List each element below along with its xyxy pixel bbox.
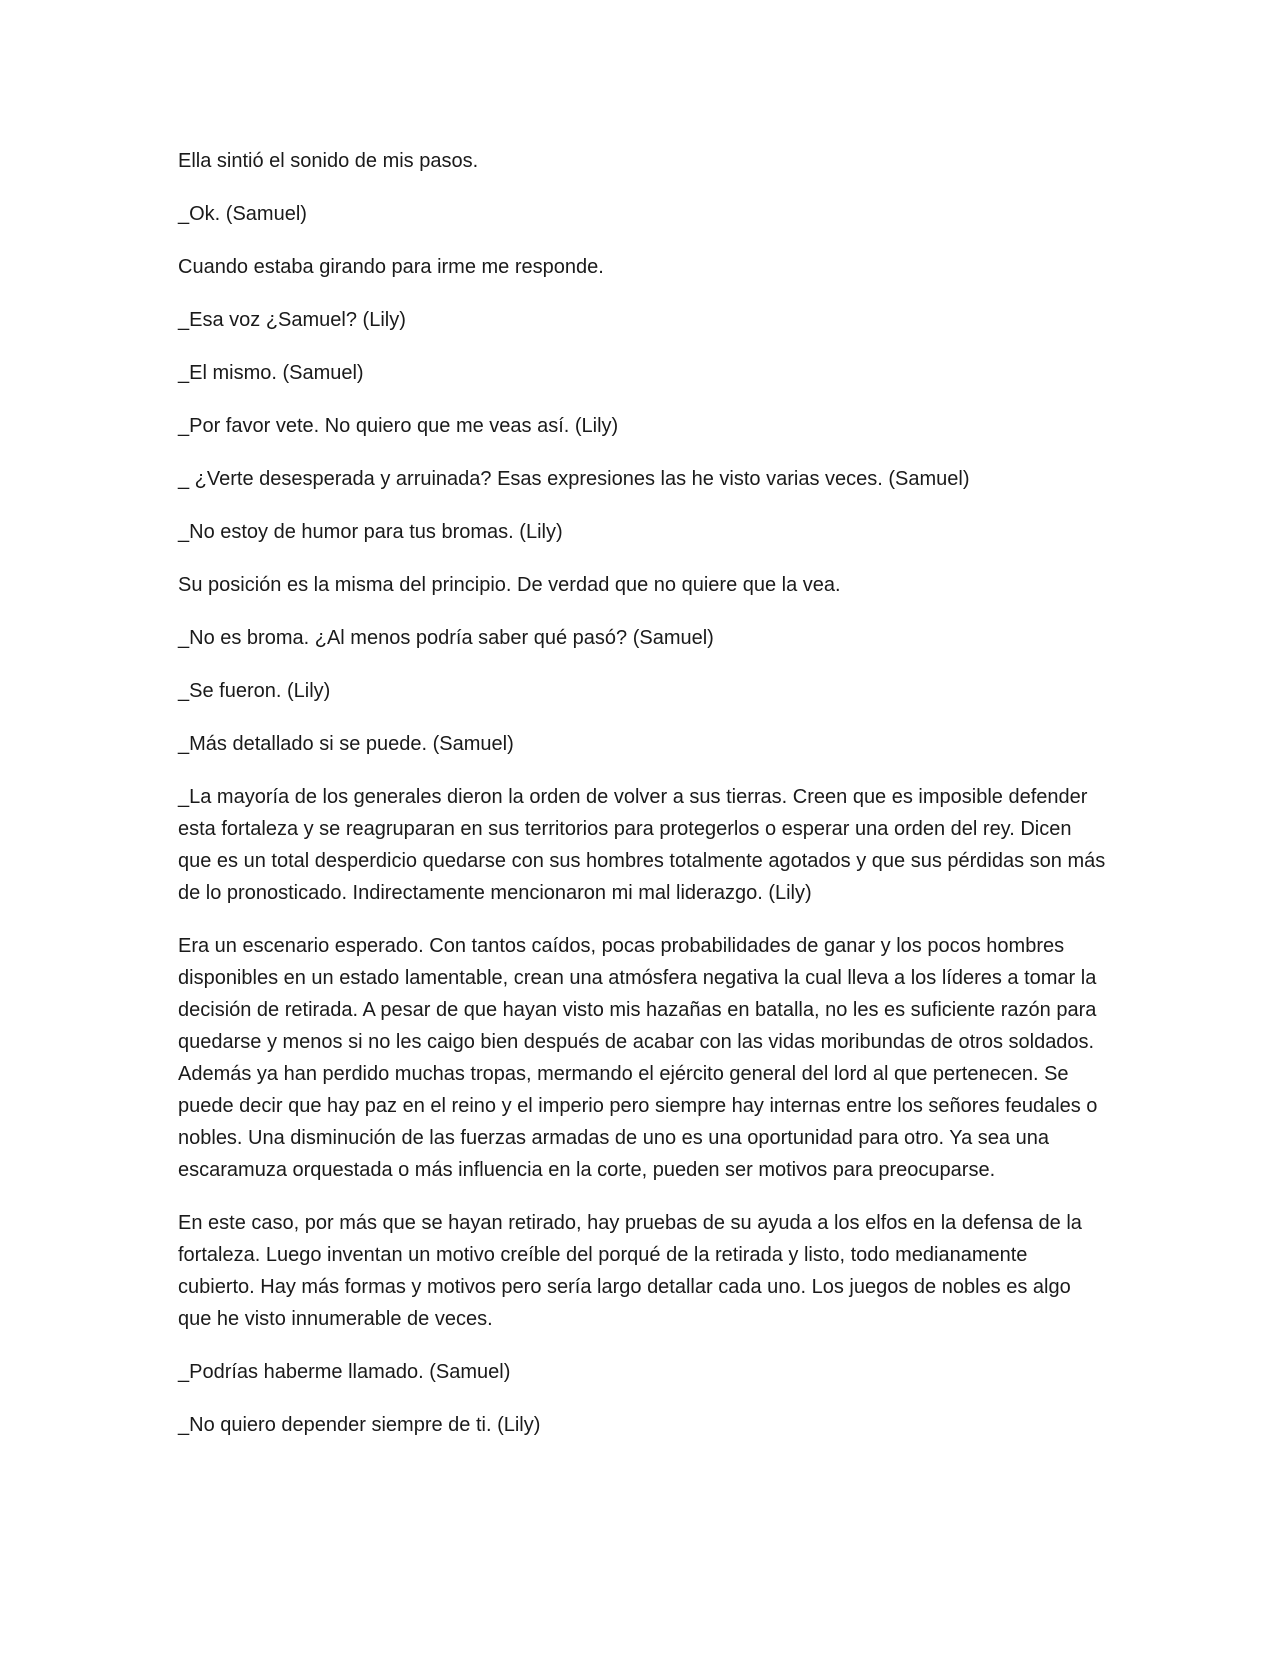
paragraph: Ella sintió el sonido de mis pasos. [178, 150, 479, 172]
paragraph: _Más detallado si se puede. (Samuel) [178, 733, 514, 755]
paragraph: En este caso, por más que se hayan retirado, hay pruebas de su ayuda a los elfos en la defensa de la fortaleza. Luego inventan un motivo creíble del porqué de la retirada y listo, todo medianamente cubierto. Hay más formas y motivos pero sería largo detallar cada uno. Los juegos de nobles es algo que he visto innumerable de veces. [178, 1212, 1082, 1330]
paragraph: _ ¿Verte desesperada y arruinada? Esas expresiones las he visto varias veces. (Samuel) [178, 468, 970, 490]
paragraph: _No estoy de humor para tus bromas. (Lily) [178, 521, 563, 543]
document-body [178, 145, 1108, 1462]
paragraph: Cuando estaba girando para irme me responde. [178, 256, 604, 278]
paragraph: Su posición es la misma del principio. De verdad que no quiere que la vea. [178, 574, 841, 596]
paragraph: _No quiero depender siempre de ti. (Lily) [178, 1414, 541, 1436]
paragraph: _Ok. (Samuel) [178, 203, 307, 225]
paragraph: _El mismo. (Samuel) [178, 362, 364, 384]
paragraph: _No es broma. ¿Al menos podría saber qué pasó? (Samuel) [178, 627, 714, 649]
paragraph: _La mayoría de los generales dieron la orden de volver a sus tierras. Creen que es imposible defender esta fortaleza y se reagruparan en sus territorios para protegerlos o esperar una orden del rey. Dicen que es un total desperdicio quedarse con sus hombres totalmente agotados y que sus pérdidas son más de lo pronosticado. Indirectamente mencionaron mi mal liderazgo. (Lily) [178, 786, 1106, 904]
paragraph: Era un escenario esperado. Con tantos caídos, pocas probabilidades de ganar y los pocos hombres disponibles en un estado lamentable, crean una atmósfera negativa la cual lleva a los líderes a tomar la decisión de retirada. A pesar de que hayan visto mis hazañas en batalla, no les es suficiente razón para quedarse y menos si no les caigo bien después de acabar con las vidas moribundas de otros soldados. Además ya han perdido muchas tropas, mermando el ejército general del lord al que pertenecen. Se puede decir que hay paz en el reino y el imperio pero siempre hay internas entre los señores feudales o nobles. Una disminución de las fuerzas armadas de uno es una oportunidad para otro. Ya sea una escaramuza orquestada o más influencia en la corte, pueden ser motivos para preocuparse. [178, 935, 1098, 1181]
paragraph: _Esa voz ¿Samuel? (Lily) [178, 309, 406, 331]
paragraph: _Podrías haberme llamado. (Samuel) [178, 1361, 511, 1383]
paragraph: _Por favor vete. No quiero que me veas así. (Lily) [178, 415, 619, 437]
paragraph: _Se fueron. (Lily) [178, 680, 331, 702]
